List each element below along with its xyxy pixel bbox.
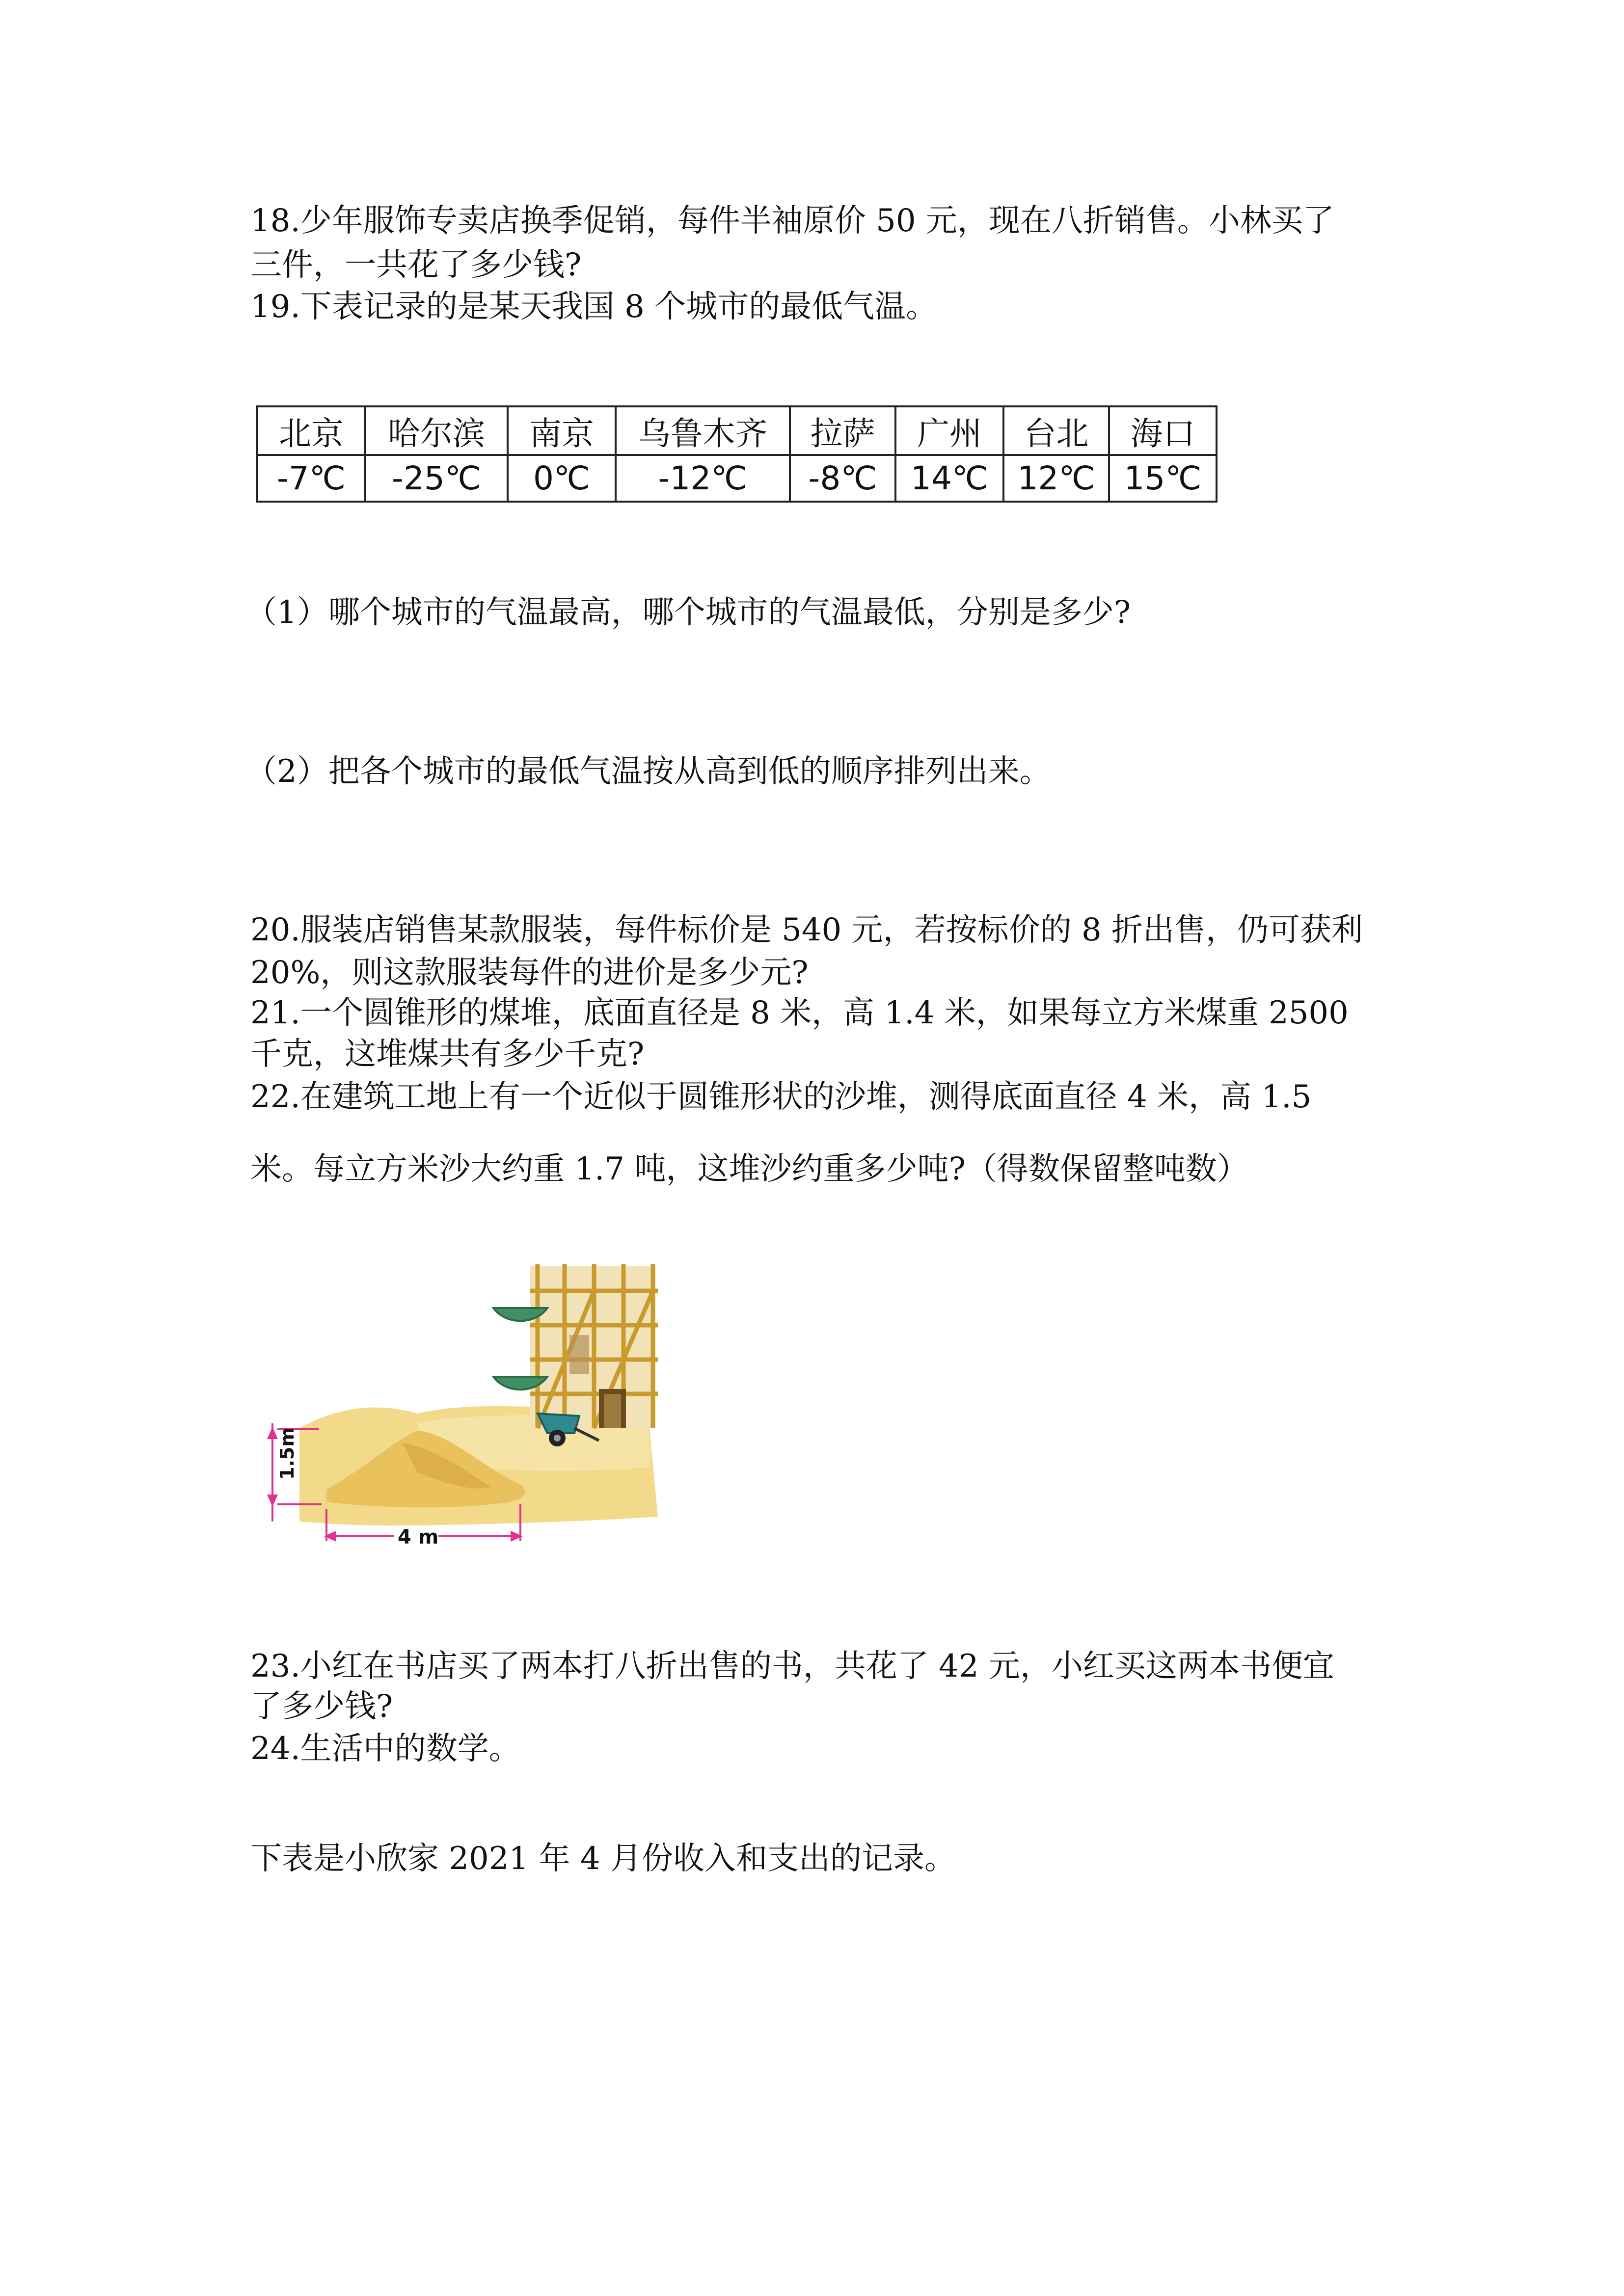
temperature-table [256,405,1218,503]
q19-title: 19.下表记录的是某天我国 8 个城市的最低气温。 [250,289,938,325]
table-cell-temperature: 12℃ [1003,455,1109,502]
q18-line-2: 三件，一共花了多少钱? [250,247,582,283]
q19-sub-question-2: （2）把各个城市的最低气温按从高到低的顺序排列出来。 [245,753,1051,790]
scaffold-building [530,1264,658,1428]
table-cell-temperature: -25℃ [365,455,508,502]
table-row-temperatures [257,455,1217,502]
q20-line-1: 20.服装店销售某款服装，每件标价是 540 元，若按标价的 8 折出售，仍可获利 [250,912,1363,948]
table-cell-temperature: -12℃ [616,455,790,502]
sand-pile-illustration [255,1256,663,1571]
q19-sub-question-1: （1）哪个城市的气温最高，哪个城市的气温最低，分别是多少? [245,594,1131,631]
q21-line-2: 千克，这堆煤共有多少千克? [250,1036,645,1072]
table-cell-temperature: 15℃ [1109,455,1217,502]
table-cell-temperature: 14℃ [895,455,1003,502]
q22-line-1: 22.在建筑工地上有一个近似于圆锥形状的沙堆，测得底面直径 4 米，高 1.5 [250,1079,1312,1115]
q24-title: 24.生活中的数学。 [250,1731,520,1767]
table-cell-city: 哈尔滨 [365,406,508,455]
table-cell-city: 北京 [257,406,365,455]
table-cell-city: 广州 [895,406,1003,455]
table-row-cities [257,406,1217,455]
table-cell-city: 海口 [1109,406,1217,455]
q22-line-2: 米。每立方米沙大约重 1.7 吨，这堆沙约重多少吨?（得数保留整吨数） [250,1151,1248,1187]
q23-line-1: 23.小红在书店买了两本打八折出售的书，共花了 42 元，小红买这两本书便宜 [250,1648,1334,1684]
q23-line-2: 了多少钱? [250,1688,393,1725]
q18-line-1: 18.少年服饰专卖店换季促销，每件半袖原价 50 元，现在八折销售。小林买了 [250,203,1334,239]
q20-line-2: 20%，则这款服装每件的进价是多少元? [250,955,809,991]
table-cell-city: 南京 [508,406,616,455]
q24-intro: 下表是小欣家 2021 年 4 月份收入和支出的记录。 [250,1841,956,1877]
table-cell-city: 拉萨 [790,406,895,455]
width-label: 4 m [398,1526,439,1548]
height-label: 1.5m [276,1427,298,1480]
table-cell-temperature: 0℃ [508,455,616,502]
table-cell-city: 乌鲁木齐 [616,406,790,455]
table-cell-temperature: -7℃ [257,455,365,502]
table-cell-city: 台北 [1003,406,1109,455]
q21-line-1: 21.一个圆锥形的煤堆，底面直径是 8 米，高 1.4 米，如果每立方米煤重 2500 [250,995,1349,1031]
table-cell-temperature: -8℃ [790,455,895,502]
